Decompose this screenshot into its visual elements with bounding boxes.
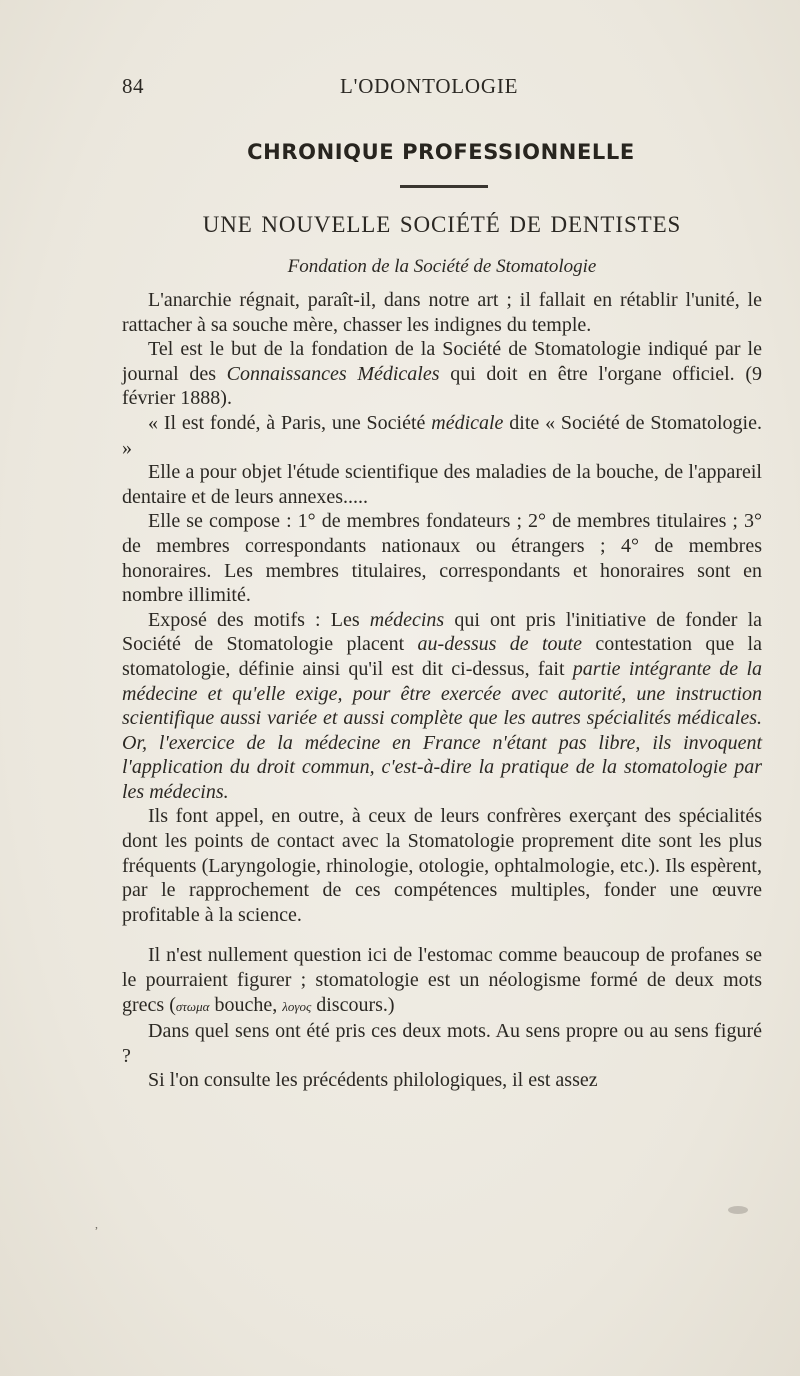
running-title: L'ODONTOLOGIE [340, 74, 519, 98]
paragraph: Elle a pour objet l'étude scientifique des maladies de la bouche, de l'appareil dentaire et de leurs annexes..... [122, 461, 762, 508]
ink-smudge [728, 1206, 748, 1214]
paragraph: L'anarchie régnait, paraît-il, dans notre art ; il fallait en rétablir l'unité, le rattacher à sa souche mère, chasser les indignes du temple. [122, 289, 762, 336]
paragraph: Exposé des motifs : Les médecins qui ont pris l'initiative de fonder la Société de Stomatologie placent au-dessus de toute contestation que la stomatologie, définie ainsi qu'il est dit ci-dessus, fait partie intégrante de la médecine et qu'elle exige, pour être exercée avec autorité, une instruction scientifique aussi variée et aussi complète que les autres spécialités médicales. Or, l'exercice de la médecine en France n'étant pas libre, ils invoquent l'application du droit commun, c'est-à-dire la pratique de la stomatologie par les médecins. [122, 608, 763, 803]
paragraph: Si l'on consulte les précédents philologiques, il est assez [148, 1069, 598, 1092]
margin-mark: , [95, 1217, 98, 1231]
page-header [122, 74, 762, 104]
title-rule [400, 185, 488, 188]
greek-word: λογος [282, 998, 312, 1014]
paragraph: Ils font appel, en outre, à ceux de leurs confrères exerçant des spécialités dont les points de contact avec la Stomatologie proprement dite sont les plus fréquents (Laryngologie, rhinologie, otologie, ophtalmologie, etc.). Ils espèrent, par le rapprochement de ces compétences multiples, fonder une œuvre profitable à la science. [122, 805, 762, 926]
article-title: UNE NOUVELLE SOCIÉTÉ DE DENTISTES [202, 212, 682, 237]
paragraph: Tel est le but de la fondation de la Société de Stomatologie indiqué par le journal des Connaissances Médicales qui doit en être l'organe officiel. (9 février 1888). [122, 338, 762, 410]
section-title: CHRONIQUE PROFESSIONNELLE [247, 140, 635, 164]
article-subtitle: Fondation de la Société de Stomatologie [287, 256, 597, 277]
paragraph: Il n'est nullement question ici de l'estomac comme beaucoup de profanes se le pourraient figurer ; stomatologie est un néologisme formé de deux mots grecs (στωμα bouche, λογος discours.) [122, 944, 762, 1016]
paragraph: « Il est fondé, à Paris, une Société médicale dite « Société de Stomatologie. » [122, 411, 762, 459]
greek-word: στωμα [175, 998, 210, 1014]
paragraph: Elle se compose : 1° de membres fondateurs ; 2° de membres titulaires ; 3° de membres correspondants nationaux ou étrangers ; 4° de membres honoraires. Les membres titulaires, correspondants et honoraires sont en nombre illimité. [122, 510, 762, 607]
page-number: 84 [122, 74, 144, 98]
paragraph: Dans quel sens ont été pris ces deux mots. Au sens propre ou au sens figuré ? [122, 1020, 762, 1067]
journal-title: Connaissances Médicales [226, 362, 440, 385]
article-body [122, 288, 762, 1093]
